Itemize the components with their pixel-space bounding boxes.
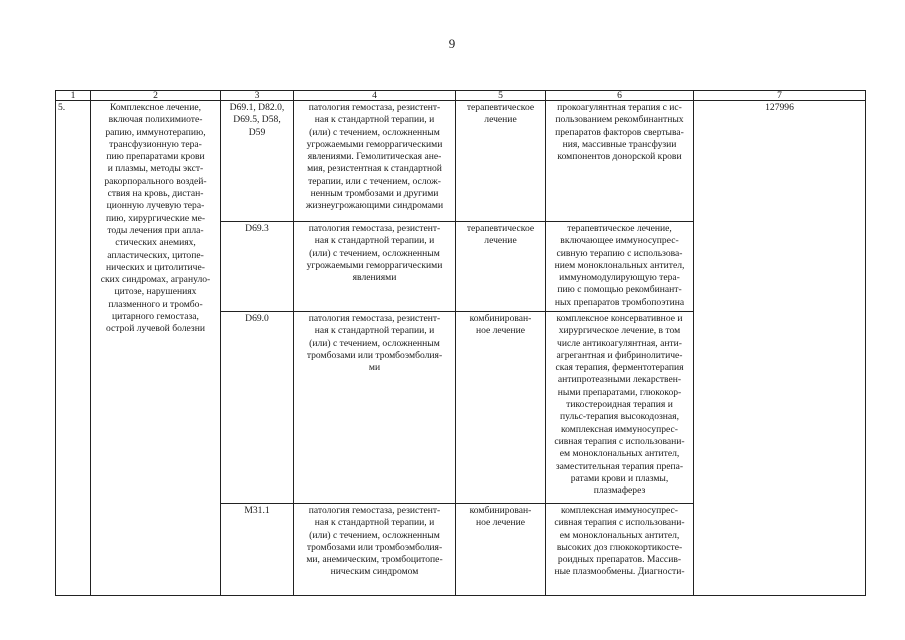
treatment-method: комплексное консервативное и хирургическое лечение, в том числе антикоагулянтная, анти- агрегантная и фибринолитиче- ская терапия, ферментотерапия антипротеазными лекарствен- ными препаратами, глюкокор- тикостероидная терапия и пульс-терапия высокодозная, комплексная иммуносупрес- сивная терапия с использовани- ем моноклональных антител, заместительная терапия препа- ратами крови и плазмы, плазмаферез (546, 312, 694, 504)
treatment-table (55, 90, 866, 596)
treatment-type: комбинирован- ное лечение (456, 504, 546, 596)
diagnosis-codes: M31.1 (221, 504, 294, 596)
patient-model: патология гемостаза, резистент- ная к стандартной терапии, и (или) с течением, осложненным тромбозами или тромбоэмболия- ми, анемическим, тромбоцитопе- ническим синдромом (294, 504, 456, 596)
diagnosis-codes: D69.3 (221, 222, 294, 312)
table-row (56, 101, 866, 222)
column-number-row (56, 91, 866, 101)
patient-model: патология гемостаза, резистент- ная к стандартной терапии, и (или) с течением, осложненным угрожаемыми геморрагическими явлениями (294, 222, 456, 312)
treatment-method: комплексная иммуносупрес- сивная терапия с использовани- ем моноклональных антител, высоких доз глюкокортикосте- роидных препаратов. Массив- ные плазмообмены. Диагности- (546, 504, 694, 596)
treatment-group-name: Комплексное лечение, включая полихимиоте- рапию, иммунотерапию, трансфузионную тера- пию препаратами крови и плазмы, методы экст- ракорпорального воздей- ствия на кровь, дистан- ционную лучевую тера- пию, хирургические ме- тоды лечения при апла- стических анемиях, апластических, цитопе- нических и цитолитиче- ских синдромах, агрануло- цитозе, нарушениях плазменного и тромбо- цитарного гемостаза, острой лучевой болезни (91, 101, 221, 596)
row-number: 5. (56, 101, 91, 596)
treatment-type: терапевтическое лечение (456, 101, 546, 222)
column-number: 7 (694, 91, 866, 101)
diagnosis-codes: D69.1, D82.0, D69.5, D58, D59 (221, 101, 294, 222)
patient-model: патология гемостаза, резистент- ная к стандартной терапии, и (или) с течением, осложненным угрожаемыми геморрагическими явлениями. Гемолитическая ане- мия, резистентная к стандартной терапии, или с течением, ослож- ненным тромбозами и другими жизнеугрожающими синдромами (294, 101, 456, 222)
diagnosis-codes: D69.0 (221, 312, 294, 504)
column-number: 6 (546, 91, 694, 101)
column-number: 2 (91, 91, 221, 101)
treatment-method: прокоагулянтная терапия с ис- пользованием рекомбинантных препаратов факторов свертыва- ния, массивные трансфузии компонентов донорской крови (546, 101, 694, 222)
price-value: 127996 (694, 101, 866, 596)
patient-model: патология гемостаза, резистент- ная к стандартной терапии, и (или) с течением, осложненным тромбозами или тромбоэмболия- ми (294, 312, 456, 504)
column-number: 1 (56, 91, 91, 101)
treatment-method: терапевтическое лечение, включающее иммуносупрес- сивную терапию с использова- нием моноклональных антител, иммуномодулирующую тера- пию с помощью рекомбинант- ных препаратов тромбопоэтина (546, 222, 694, 312)
column-number: 4 (294, 91, 456, 101)
treatment-type: комбинирован- ное лечение (456, 312, 546, 504)
column-number: 5 (456, 91, 546, 101)
column-number: 3 (221, 91, 294, 101)
page-number: 9 (448, 36, 456, 51)
treatment-type: терапевтическое лечение (456, 222, 546, 312)
